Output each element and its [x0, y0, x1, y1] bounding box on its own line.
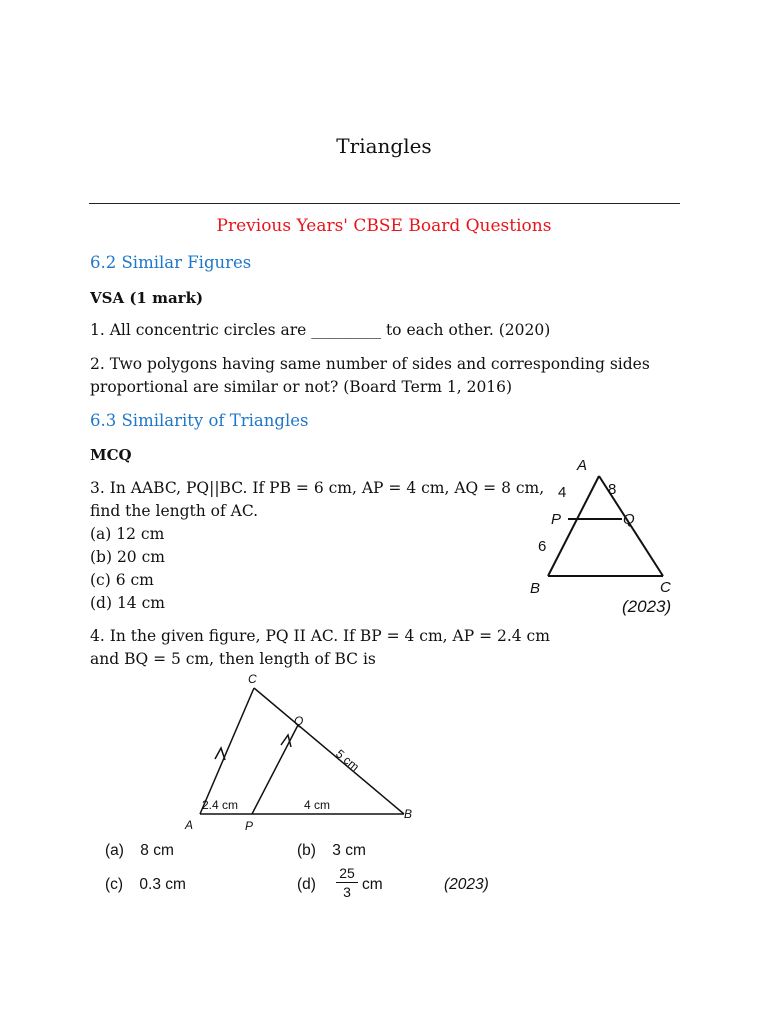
side-cb [254, 688, 404, 814]
label-q: Q [294, 714, 304, 728]
question-3-option-c: (c) 6 cm [90, 571, 154, 589]
option-d-unit: cm [362, 876, 383, 893]
question-3 [90, 477, 547, 615]
label-pb-6: 6 [538, 538, 547, 555]
option-a-value: 8 cm [140, 842, 174, 859]
label-aq-8: 8 [608, 481, 617, 498]
title-divider [89, 203, 680, 204]
label-bq-5cm: 5 cm [333, 746, 362, 775]
fraction-denominator: 3 [343, 884, 351, 900]
label-c: C [660, 579, 671, 596]
option-b-value: 3 cm [332, 842, 366, 859]
question-4-option-c [105, 876, 186, 894]
option-d-fraction [336, 864, 358, 901]
label-a: A [577, 457, 588, 474]
label-p: P [245, 819, 254, 833]
option-c-label: (c) [105, 876, 124, 893]
segment-pq [252, 725, 298, 814]
heading-similar-figures: 6.2 Similar Figures [90, 253, 252, 272]
label-b: B [404, 807, 413, 821]
question-4-year: (2023) [444, 876, 489, 893]
option-c-value: 0.3 cm [139, 876, 186, 893]
label-b: B [530, 580, 541, 597]
label-q: Q [623, 511, 635, 528]
label-pb-4cm: 4 cm [304, 798, 331, 812]
label-a: A [185, 818, 194, 832]
question-4-line-2: and BQ = 5 cm, then length of BC is [90, 650, 376, 668]
question-2-line-1: 2. Two polygons having same number of sides and corresponding sides [90, 355, 650, 373]
question-2-line-2: proportional are similar or not? (Board Term 1, 2016) [90, 378, 513, 396]
question-4-option-b [297, 842, 366, 860]
page-title: Triangles [336, 134, 432, 158]
option-b-label: (b) [297, 842, 316, 859]
section-heading: Previous Years' CBSE Board Questions [216, 216, 552, 236]
fraction-numerator: 25 [336, 864, 358, 883]
question-3-option-d: (d) 14 cm [90, 594, 165, 612]
question-1: 1. All concentric circles are _________ to each other. (2020) [90, 321, 551, 339]
label-p: P [551, 511, 562, 528]
heading-similarity-of-triangles: 6.3 Similarity of Triangles [90, 411, 309, 430]
label-c: C [248, 672, 257, 686]
label-ap-2-4cm: 2.4 cm [202, 798, 239, 812]
question-4-option-a [105, 842, 174, 860]
question-2 [90, 353, 650, 399]
question-4-line-1: 4. In the given figure, PQ II AC. If BP = 4 cm, AP = 2.4 cm [90, 627, 550, 645]
arrow-pq-icon [281, 735, 291, 747]
question-4-option-d-label: (d) [297, 876, 316, 893]
question-3-option-b: (b) 20 cm [90, 548, 165, 566]
question-4 [90, 625, 550, 671]
figure-triangle-abc [520, 452, 690, 622]
subheading-vsa: VSA (1 mark) [90, 289, 204, 307]
question-3-line-2: find the length of AC. [90, 502, 259, 520]
figure-triangle-pq-parallel-ac [180, 668, 430, 838]
figure-1-year: (2023) [622, 597, 672, 616]
side-ca [200, 688, 254, 814]
question-3-line-1: 3. In AABC, PQ||BC. If PB = 6 cm, AP = 4 cm, AQ = 8 cm, [90, 479, 545, 497]
question-3-option-a: (a) 12 cm [90, 525, 165, 543]
subheading-mcq: MCQ [90, 446, 132, 464]
option-a-label: (a) [105, 842, 124, 859]
label-ap-4: 4 [558, 484, 567, 501]
